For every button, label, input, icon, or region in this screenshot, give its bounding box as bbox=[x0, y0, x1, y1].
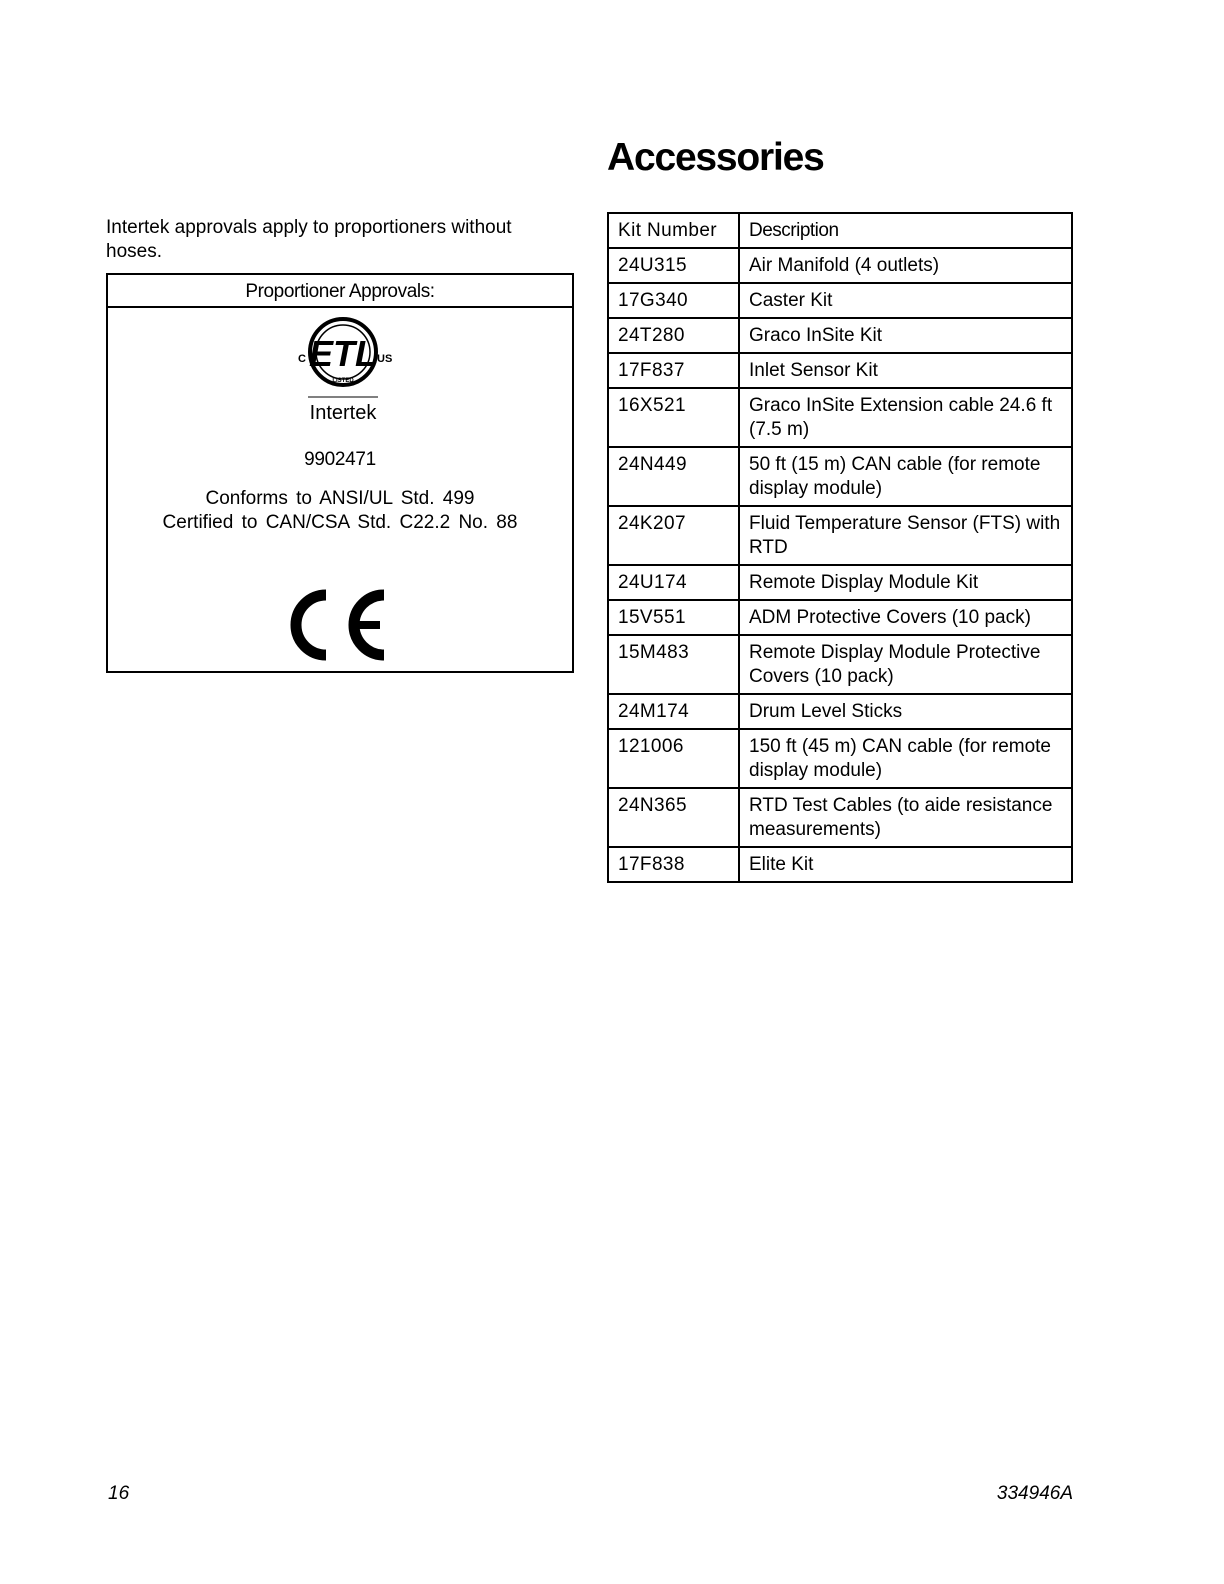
description-cell: 50 ft (15 m) CAN cable (for remote display module) bbox=[739, 447, 1072, 506]
accessories-table-body bbox=[608, 248, 1072, 882]
description-cell: Caster Kit bbox=[739, 283, 1072, 318]
etl-logo-us: US bbox=[377, 353, 393, 365]
kit-number-cell: 15M483 bbox=[608, 635, 739, 694]
kit-number-cell: 121006 bbox=[608, 729, 739, 788]
description-cell: Elite Kit bbox=[739, 847, 1072, 882]
kit-number-cell: 17F838 bbox=[608, 847, 739, 882]
table-row bbox=[608, 600, 1072, 635]
page-number: 16 bbox=[108, 1483, 130, 1504]
description-cell: Remote Display Module Kit bbox=[739, 565, 1072, 600]
table-row bbox=[608, 565, 1072, 600]
description-cell: ADM Protective Covers (10 pack) bbox=[739, 600, 1072, 635]
table-row bbox=[608, 729, 1072, 788]
certification-number: 9902471 bbox=[304, 449, 376, 470]
kit-number-cell: 24T280 bbox=[608, 318, 739, 353]
kit-number-cell: 17G340 bbox=[608, 283, 739, 318]
table-row bbox=[608, 283, 1072, 318]
section-title: Accessories bbox=[607, 136, 824, 179]
description-cell: Fluid Temperature Sensor (FTS) with RTD bbox=[739, 506, 1072, 565]
ce-mark-icon bbox=[288, 585, 394, 665]
kit-number-cell: 15V551 bbox=[608, 600, 739, 635]
table-row bbox=[608, 694, 1072, 729]
kit-number-cell: 24M174 bbox=[608, 694, 739, 729]
table-header-row bbox=[608, 213, 1072, 248]
description-cell: RTD Test Cables (to aide resistance measurements) bbox=[739, 788, 1072, 847]
kit-number-cell: 24U315 bbox=[608, 248, 739, 283]
intertek-logo-text: Intertek bbox=[309, 402, 377, 424]
intro-text: Intertek approvals apply to proportioners without hoses. bbox=[106, 217, 512, 262]
kit-number-cell: 24U174 bbox=[608, 565, 739, 600]
column-header-kit-number: Kit Number bbox=[608, 213, 739, 248]
description-cell: Graco InSite Extension cable 24.6 ft (7.5 m) bbox=[739, 388, 1072, 447]
etl-logo-listed: LISTED bbox=[332, 378, 354, 384]
table-row bbox=[608, 847, 1072, 882]
kit-number-cell: 16X521 bbox=[608, 388, 739, 447]
conformance-line-ansi: Conforms to ANSI/UL Std. 499 bbox=[205, 488, 475, 509]
etl-listed-logo bbox=[288, 315, 398, 425]
approvals-header: Proportioner Approvals: bbox=[108, 275, 572, 308]
conformance-line-csa: Certified to CAN/CSA Std. C22.2 No. 88 bbox=[162, 512, 518, 533]
kit-number-cell: 24N449 bbox=[608, 447, 739, 506]
description-cell: Air Manifold (4 outlets) bbox=[739, 248, 1072, 283]
table-row bbox=[608, 248, 1072, 283]
column-header-description: Description bbox=[739, 213, 1072, 248]
description-cell: Remote Display Module Protective Covers (10 pack) bbox=[739, 635, 1072, 694]
accessories-table bbox=[607, 212, 1073, 883]
table-row bbox=[608, 447, 1072, 506]
etl-logo-text: ETL bbox=[309, 333, 377, 374]
description-cell: 150 ft (45 m) CAN cable (for remote display module) bbox=[739, 729, 1072, 788]
table-row bbox=[608, 635, 1072, 694]
kit-number-cell: 24K207 bbox=[608, 506, 739, 565]
table-row bbox=[608, 388, 1072, 447]
kit-number-cell: 24N365 bbox=[608, 788, 739, 847]
approvals-box bbox=[106, 273, 574, 673]
description-cell: Inlet Sensor Kit bbox=[739, 353, 1072, 388]
table-row bbox=[608, 788, 1072, 847]
etl-logo-c: C bbox=[298, 353, 306, 365]
table-row bbox=[608, 318, 1072, 353]
table-row bbox=[608, 353, 1072, 388]
description-cell: Graco InSite Kit bbox=[739, 318, 1072, 353]
document-number: 334946A bbox=[996, 1483, 1073, 1504]
kit-number-cell: 17F837 bbox=[608, 353, 739, 388]
table-row bbox=[608, 506, 1072, 565]
description-cell: Drum Level Sticks bbox=[739, 694, 1072, 729]
